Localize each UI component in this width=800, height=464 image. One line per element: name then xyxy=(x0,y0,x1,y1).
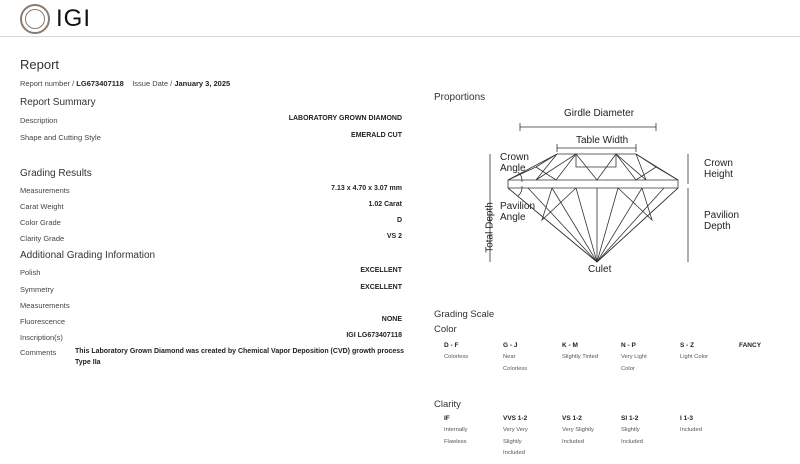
comments-text: This Laboratory Grown Diamond was created by Chemical Vapor Deposition (CVD) growth process Type IIa xyxy=(75,348,405,366)
clarity-desc-vvs: Very Very Slightly Included xyxy=(503,427,528,456)
color-code-sz: S - Z xyxy=(680,342,695,349)
issue-date-label: Issue Date / xyxy=(132,79,173,88)
polish-value: EXCELLENT xyxy=(360,267,402,274)
clarity-code-si: SI 1-2 xyxy=(621,415,639,422)
culet-label: Culet xyxy=(588,264,612,275)
table-width-label: Table Width xyxy=(576,135,629,146)
fluorescence-label: Fluorescence xyxy=(20,317,66,326)
color-code-gj: G - J xyxy=(503,342,518,349)
pavilion-angle-label: Pavilion Angle xyxy=(500,201,536,223)
report-summary-title: Report Summary xyxy=(20,97,96,108)
grading-results-title: Grading Results xyxy=(20,168,92,179)
clarity-desc-si: Slightly Included xyxy=(621,427,643,445)
clarity-code-vvs: VVS 1-2 xyxy=(503,415,528,422)
clarity-grade-label: Clarity Grade xyxy=(20,234,65,243)
crown-angle-label: Crown Angle xyxy=(500,152,529,174)
polish-label: Polish xyxy=(20,268,41,277)
inscription-label: Inscription(s) xyxy=(20,333,63,342)
girdle-diameter-label: Girdle Diameter xyxy=(564,108,635,119)
issue-date: January 3, 2025 xyxy=(174,79,231,88)
clarity-desc-i: Included xyxy=(680,427,702,433)
header-divider xyxy=(0,36,800,37)
clarity-desc-vs: Very Slightly Included xyxy=(562,427,594,445)
color-desc-km: Slightly Tinted xyxy=(562,354,599,360)
report-number-label: Report number / xyxy=(20,79,75,88)
total-depth-label: Total Depth xyxy=(484,202,496,253)
color-desc-df: Colorless xyxy=(444,354,469,360)
color-scale-title: Color xyxy=(434,324,457,335)
igi-logo[interactable] xyxy=(20,4,91,34)
clarity-scale-title: Clarity xyxy=(434,399,461,410)
report-number: LG673407118 xyxy=(76,79,124,88)
measurements-value: 7.13 x 4.70 x 3.07 mm xyxy=(331,185,402,192)
color-code-km: K - M xyxy=(562,342,578,349)
igi-seal-icon xyxy=(20,4,50,34)
crown-height-label: Crown Height xyxy=(704,158,733,180)
color-code-df: D - F xyxy=(444,342,459,349)
report-title: Report xyxy=(20,57,60,72)
report-meta xyxy=(20,79,230,88)
clarity-code-if: IF xyxy=(444,415,450,422)
color-desc-gj: Near Colorless xyxy=(503,354,528,372)
color-code-fancy: FANCY xyxy=(739,342,762,349)
shape-value: EMERALD CUT xyxy=(351,132,402,139)
description-value: LABORATORY GROWN DIAMOND xyxy=(288,115,402,122)
clarity-code-i: I 1-3 xyxy=(680,415,694,422)
shape-label: Shape and Cutting Style xyxy=(20,133,101,142)
clarity-code-vs: VS 1-2 xyxy=(562,415,582,422)
description-label: Description xyxy=(20,116,58,125)
measurements-extra-label: Measurements xyxy=(20,301,70,310)
color-grade-label: Color Grade xyxy=(20,218,61,227)
additional-info-title: Additional Grading Information xyxy=(20,250,156,261)
color-grade-value: D xyxy=(396,217,402,224)
comments-label: Comments xyxy=(20,348,57,357)
fluorescence-value: NONE xyxy=(381,316,402,323)
color-code-np: N - P xyxy=(621,342,636,349)
carat-weight-label: Carat Weight xyxy=(20,202,64,211)
clarity-desc-if: Internally Flawless xyxy=(444,427,468,445)
proportions-title: Proportions xyxy=(434,92,486,103)
symmetry-value: EXCELLENT xyxy=(360,284,402,291)
symmetry-label: Symmetry xyxy=(20,285,54,294)
color-desc-sz: Light Color xyxy=(680,354,709,360)
color-desc-np: Very Light Color xyxy=(621,354,647,372)
grading-scale-title: Grading Scale xyxy=(434,309,495,320)
pavilion-depth-label: Pavilion Depth xyxy=(704,210,740,232)
inscription-value: IGI LG673407118 xyxy=(346,332,402,339)
carat-weight-value: 1.02 Carat xyxy=(368,201,402,208)
clarity-grade-value: VS 2 xyxy=(386,233,402,240)
measurements-label: Measurements xyxy=(20,186,70,195)
logo-text: IGI xyxy=(56,5,92,32)
